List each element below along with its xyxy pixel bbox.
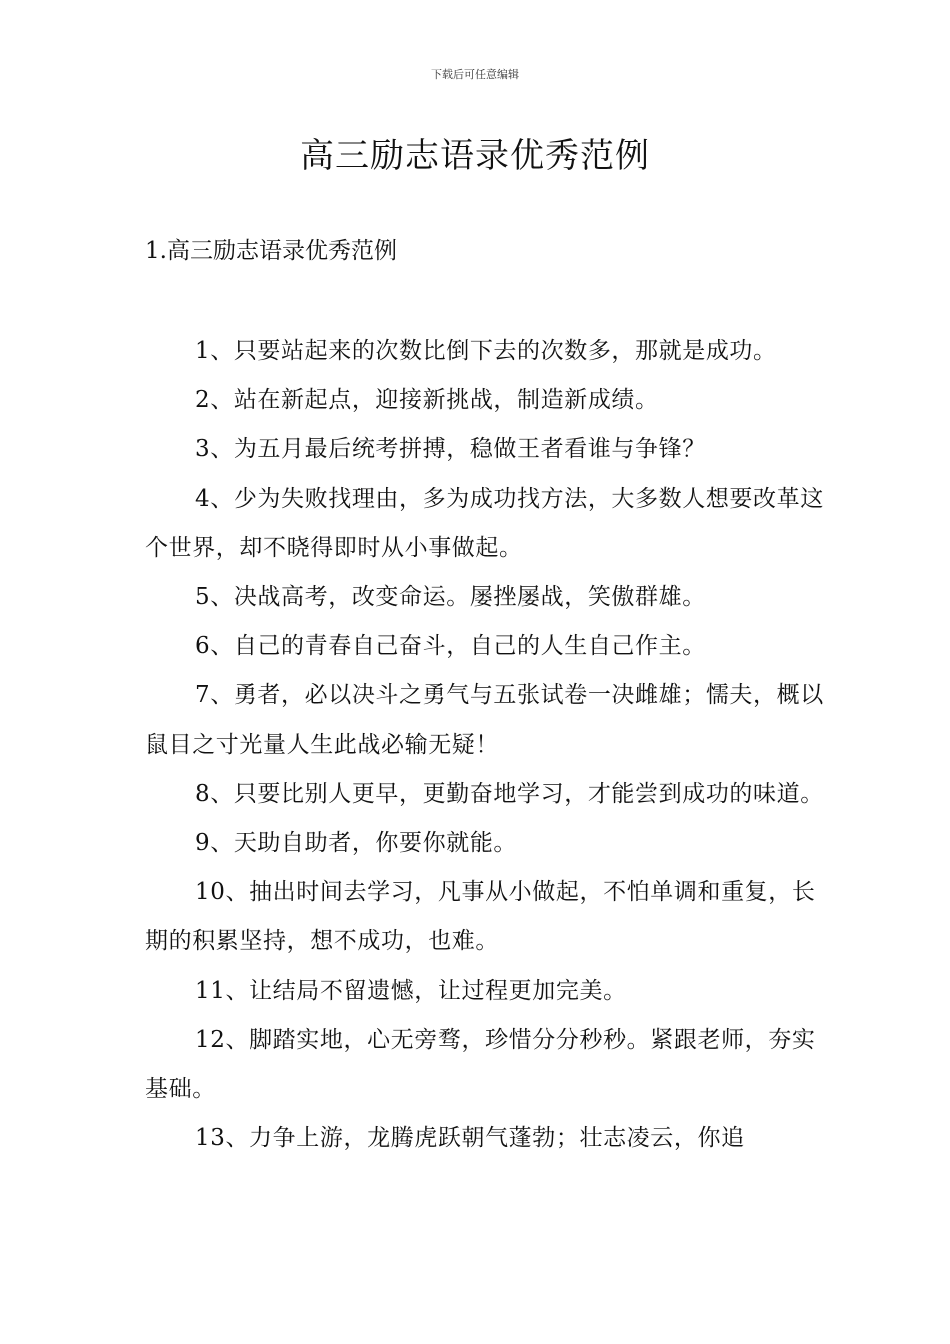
document-body bbox=[145, 327, 825, 1163]
quote-paragraph-13: 13、力争上游，龙腾虎跃朝气蓬勃；壮志凌云，你追 bbox=[195, 1125, 745, 1152]
quote-paragraph-3: 3、为五月最后统考拼搏，稳做王者看谁与争锋？ bbox=[195, 436, 706, 463]
header-note: 下载后可任意编辑 bbox=[431, 68, 519, 81]
quote-paragraph-11: 11、让结局不留遗憾，让过程更加完美。 bbox=[195, 977, 627, 1004]
quote-paragraph-2: 2、站在新起点，迎接新挑战，制造新成绩。 bbox=[195, 387, 659, 414]
quote-paragraph-10: 10、抽出时间去学习，凡事从小做起，不怕单调和重复，长期的积累坚持，想不成功，也难。 bbox=[145, 879, 816, 955]
quote-paragraph-4: 4、少为失败找理由，多为成功找方法，大多数人想要改革这个世界，却不晓得即时从小事做起。 bbox=[145, 485, 824, 561]
quote-paragraph-7: 7、勇者，必以决斗之勇气与五张试卷一决雌雄；懦夫，概以鼠目之寸光量人生此战必输无疑！ bbox=[145, 682, 824, 758]
quote-paragraph-6: 6、自己的青春自己奋斗，自己的人生自己作主。 bbox=[195, 633, 706, 660]
document-title: 高三励志语录优秀范例 bbox=[300, 136, 650, 176]
section-heading: 1.高三励志语录优秀范例 bbox=[145, 238, 397, 264]
quote-paragraph-12: 12、脚踏实地，心无旁骛，珍惜分分秒秒。紧跟老师，夯实基础。 bbox=[145, 1026, 816, 1103]
quote-paragraph-5: 5、决战高考，改变命运。屡挫屡战，笑傲群雄。 bbox=[195, 584, 706, 611]
quote-paragraph-8: 8、只要比别人更早，更勤奋地学习，才能尝到成功的味道。 bbox=[195, 780, 824, 807]
quote-paragraph-9: 9、天助自助者，你要你就能。 bbox=[195, 830, 518, 857]
quote-paragraph-1: 1、只要站起来的次数比倒下去的次数多，那就是成功。 bbox=[195, 338, 777, 364]
